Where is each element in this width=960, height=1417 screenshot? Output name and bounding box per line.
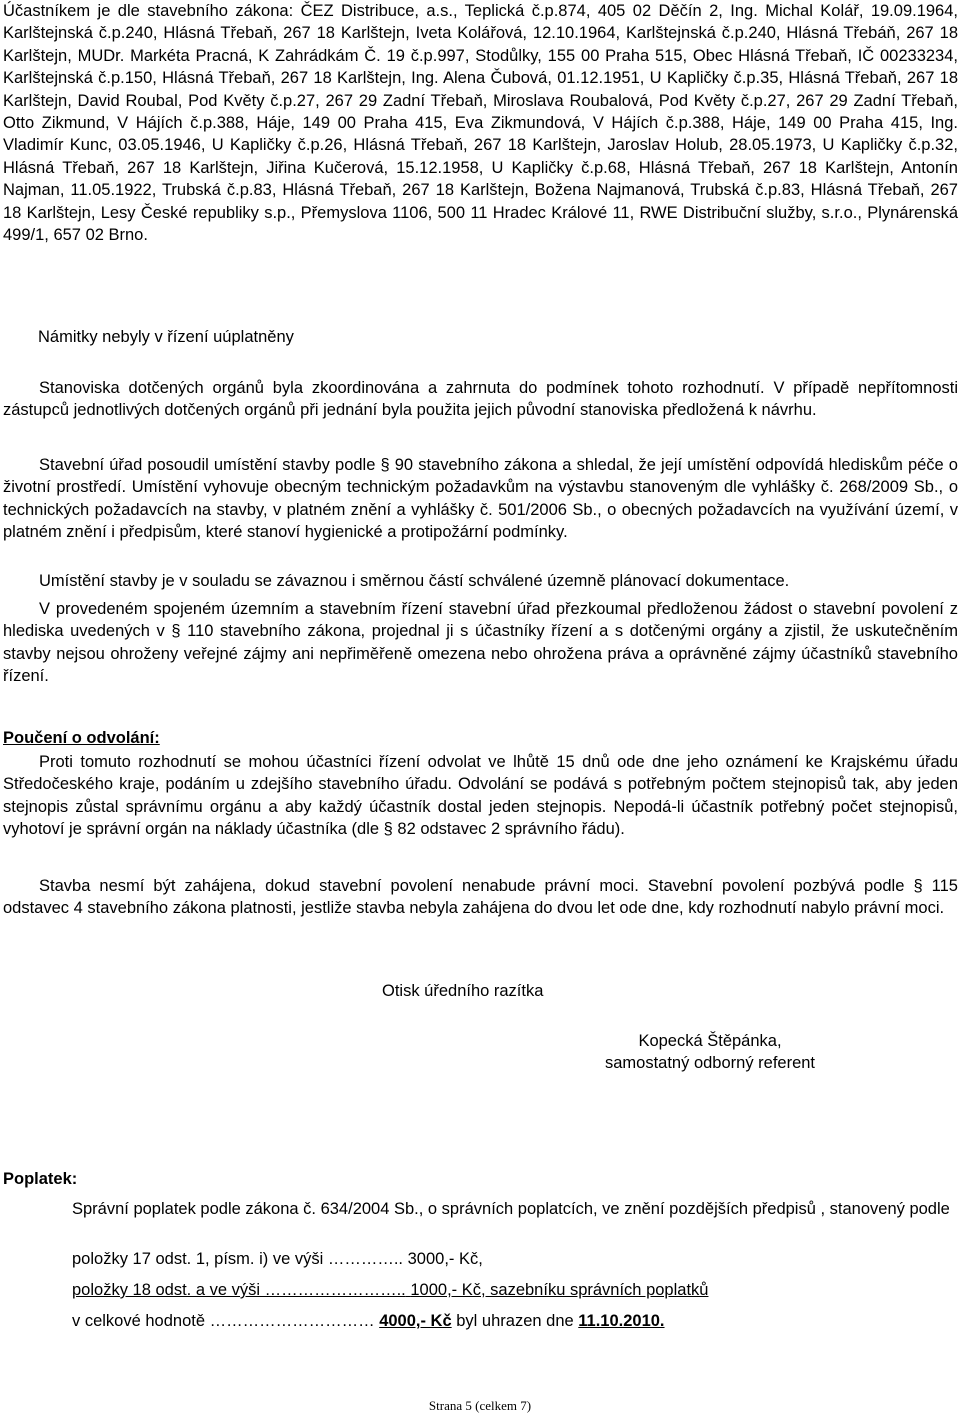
- fee-item-1-label: položky 17 odst. 1, písm. i) ve výši …………..: [72, 1250, 404, 1268]
- reasoning-paragraph-4: V provedeném spojeném územním a stavebním řízení stavební úřad přezkoumal předloženou žádost o stavební povolení z hlediska uvedených v § 110 stavebního zákona, projednal ji s účastníky řízení a s dotčenými orgány a zjistil, že uskutečněním stavby nejsou ohroženy veřejné zájmy ani nepřiměřeně omezena nebo ohrožena práva a oprávněné zájmy účastníků stavebního řízení.: [3, 600, 958, 686]
- fee-item-2-amount: 1000,- Kč, sazebníku správních poplatků: [410, 1281, 709, 1299]
- objections-note: Námitky nebyly v řízení uúplatněny: [38, 328, 294, 346]
- fee-item-2: [72, 1279, 708, 1301]
- fee-item-1-amount: 3000,- Kč,: [407, 1250, 483, 1268]
- signature-name: Kopecká Štěpánka,: [638, 1032, 782, 1050]
- reasoning-paragraph-1: Stanoviska dotčených orgánů byla zkoordinována a zahrnuta do podmínek tohoto rozhodnutí. V případě nepřítomnosti zástupců jednotlivých dotčených orgánů při jednání byla použita jejich původní stanoviska předložená k návrhu.: [3, 379, 958, 420]
- fee-item-1: [72, 1248, 483, 1270]
- participants-paragraph: Účastníkem je dle stavebního zákona: ČEZ Distribuce, a.s., Teplická č.p.874, 405 02 Děčín 2, Ing. Michal Kolář, 19.09.1964, Karlštejnská č.p.240, Hlásná Třebaň, 267 18 Karlštejn, Iveta Kolářová, 12.10.1964, Karlštejnská č.p.240, Hlásná Třebáň, 267 18 Karlštejn, MUDr. Markéta Pracná, K Zahrádkám Č. 19 č.p.997, Stodůlky, 155 00 Praha 515, Obec Hlásná Třebaň, IČ 00233234, Karlštejnská č.p.150, Hlásná Třebaň, 267 18 Karlštejn, Ing. Alena Čubová, 01.12.1951, U Kapličky č.p.35, Hlásná Třebaň, 267 18 Karlštejn, David Roubal, Pod Květy č.p.27, 267 29 Zadní Třebaň, Miroslava Roubalová, Pod Květy č.p.27, 267 29 Zadní Třebaň, Otto Zikmund, V Hájích č.p.388, Háje, 149 00 Praha 415, Eva Zikmundová, V Hájích č.p.388, Háje, 149 00 Praha 415, Ing. Vladimír Kunc, 03.05.1946, U Kapličky č.p.26, Hlásná Třebaň, 267 18 Karlštejn, Jaroslav Holub, 28.05.1973, U Kapličky č.p.32, Hlásná Třebaň, 267 18 Karlštejn, Jiřina Kučerová, 15.12.1958, U Kapličky č.p.68, Hlásná Třebaň, 267 18 Karlštejn, Antonín Najman, 11.05.1922, Trubská č.p.83, Hlásná Třebaň, 267 18 Karlštejn, Božena Najmanová, Trubská č.p.83, Hlásná Třebaň, 267 18 Karlštejn, Lesy České republiky s.p., Přemyslova 1106, 500 11 Hradec Králové 11, RWE Distribuční služby, s.r.o., Plynárenská 499/1, 657 02 Brno.: [3, 2, 958, 245]
- reasoning-paragraph-3: Umístění stavby je v souladu se závaznou i směrnou částí schválené územně plánovací dokumentace.: [39, 572, 790, 590]
- appeal-paragraph-2: Stavba nesmí být zahájena, dokud stavební povolení nenabude právní moci. Stavební povolení pozbývá podle § 115 odstavec 4 stavebního zákona platnosti, jestliže stavba nebyla zahájena do dvou let ode dne, kdy rozhodnutí nabylo právní moci.: [3, 877, 958, 918]
- appeal-heading: Poučení o odvolání:: [3, 729, 160, 747]
- signature-block: [560, 1030, 860, 1074]
- fee-total: [72, 1310, 665, 1332]
- stamp-label: Otisk úředního razítka: [382, 982, 544, 1000]
- page-footer: Strana 5 (celkem 7): [428, 1398, 532, 1413]
- fee-total-amount: 4000,- Kč: [379, 1312, 452, 1330]
- signature-role: samostatný odborný referent: [604, 1054, 816, 1072]
- fee-total-middle: byl uhrazen dne: [456, 1312, 574, 1330]
- fee-total-date: 11.10.2010.: [578, 1312, 665, 1330]
- reasoning-paragraph-2: Stavební úřad posoudil umístění stavby podle § 90 stavebního zákona a shledal, že její umístění odpovídá hlediskům péče o životní prostředí. Umístění vyhovuje obecným technickým požadavkům na výstavbu stanoveným dle vyhlášky č. 268/2009 Sb., o technických požadavcích na stavby, v platném znění a vyhlášky č. 501/2006 Sb., o obecných požadavcích na využívání území, v platném znění i předpisům, které stanoví hygienické a protipožární podmínky.: [3, 456, 958, 542]
- fee-heading: Poplatek:: [3, 1170, 78, 1188]
- fee-intro: Správní poplatek podle zákona č. 634/2004 Sb., o správních poplatcích, ve znění pozdějších předpisů , stanovený podle: [72, 1200, 950, 1218]
- fee-total-label: v celkové hodnotě …………………………: [72, 1312, 375, 1330]
- fee-item-2-label: položky 18 odst. a ve výši ……………………..: [72, 1281, 406, 1299]
- appeal-paragraph-1: Proti tomuto rozhodnutí se mohou účastníci řízení odvolat ve lhůtě 15 dnů ode dne jeho oznámení ke Krajskému úřadu Středočeského kraje, podáním u zdejšího stavebního úřadu. Odvolání se podává s potřebným počtem stejnopisů tak, aby jeden stejnopis zůstal správnímu orgánu a aby každý účastník dostal jeden stejnopis. Nepodá-li účastník potřebný počet stejnopisů, vyhotoví je správní orgán na náklady účastníka (dle § 82 odstavec 2 správního řádu).: [3, 753, 958, 839]
